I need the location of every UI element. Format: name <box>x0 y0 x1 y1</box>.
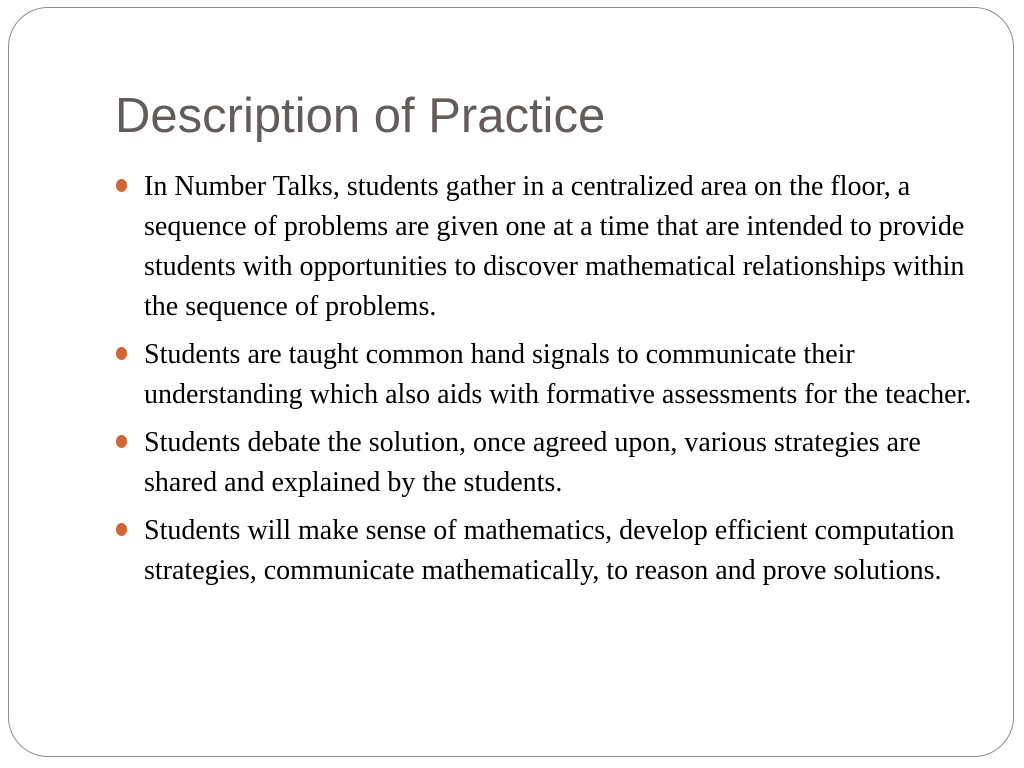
bullet-list <box>144 167 974 599</box>
bullet-icon <box>116 435 127 448</box>
bullet-text: Students debate the solution, once agreed upon, various strategies are shared and explained by the students. <box>144 427 921 498</box>
bullet-item <box>144 423 974 503</box>
bullet-icon <box>116 179 127 192</box>
bullet-text: Students are taught common hand signals to communicate their understanding which also aids with formative assessments for the teacher. <box>144 339 972 410</box>
bullet-text: Students will make sense of mathematics, develop efficient computation strategies, communicate mathematically, to reason and prove solutions. <box>144 515 955 586</box>
bullet-icon <box>116 523 127 536</box>
bullet-item <box>144 335 974 415</box>
bullet-icon <box>116 347 127 360</box>
bullet-item <box>144 167 974 327</box>
slide-title: Description of Practice <box>115 89 606 143</box>
bullet-item <box>144 511 974 591</box>
bullet-text: In Number Talks, students gather in a centralized area on the floor, a sequence of problems are given one at a time that are intended to provide students with opportunities to discover mathematical relationships within the sequence of problems. <box>144 171 965 322</box>
